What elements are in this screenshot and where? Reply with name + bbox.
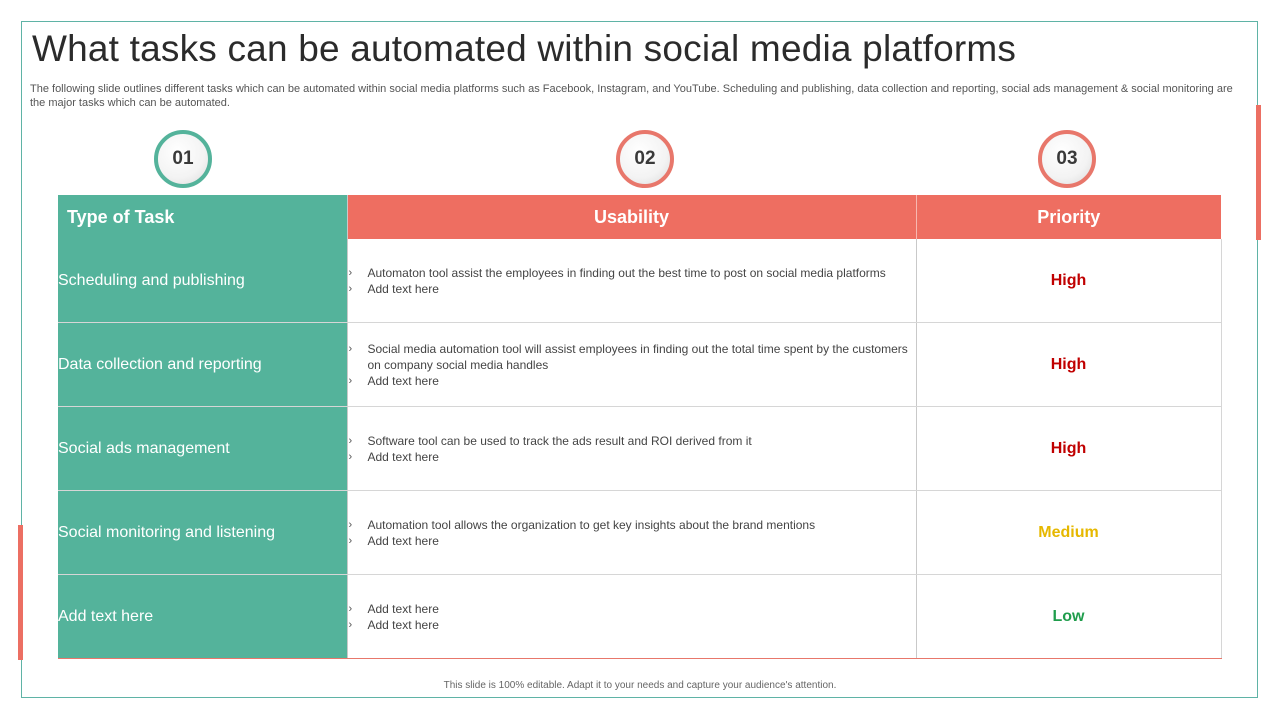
usability-list	[348, 517, 916, 549]
priority-cell: Low	[916, 575, 1221, 659]
list-item	[348, 373, 916, 389]
usability-text: Social media automation tool will assist employees in finding out the total time spent by the customers on company social media handles	[367, 341, 908, 372]
chevron-right-icon: ›	[348, 266, 353, 279]
chevron-right-icon: ›	[348, 618, 353, 631]
usability-cell	[347, 323, 916, 407]
chevron-right-icon: ›	[348, 518, 353, 531]
usability-cell	[347, 575, 916, 659]
usability-text: Automaton tool assist the employees in finding out the best time to post on social media platforms	[367, 265, 886, 280]
usability-text: Add text here	[367, 281, 439, 296]
list-item	[348, 281, 916, 297]
chevron-right-icon: ›	[348, 342, 353, 355]
task-name-cell: Social ads management	[58, 407, 347, 491]
footer-note: This slide is 100% editable. Adapt it to your needs and capture your audience's attention.	[443, 680, 837, 691]
list-item	[348, 533, 916, 549]
usability-text: Add text here	[367, 373, 439, 388]
usability-text: Add text here	[367, 601, 439, 616]
page-title: What tasks can be automated within social media platforms	[32, 28, 1017, 69]
table-row	[58, 491, 1221, 575]
task-name-cell: Data collection and reporting	[58, 323, 347, 407]
priority-cell: High	[916, 239, 1221, 323]
list-item	[348, 341, 916, 373]
accent-bar-right	[1256, 105, 1261, 240]
list-item	[348, 265, 916, 281]
usability-text: Add text here	[367, 449, 439, 464]
table-row	[58, 407, 1221, 491]
chevron-right-icon: ›	[348, 374, 353, 387]
step-badge-03: 03	[1038, 130, 1096, 188]
usability-list	[348, 601, 916, 633]
list-item	[348, 449, 916, 465]
chevron-right-icon: ›	[348, 602, 353, 615]
priority-cell: Medium	[916, 491, 1221, 575]
chevron-right-icon: ›	[348, 450, 353, 463]
usability-list	[348, 433, 916, 465]
priority-cell: High	[916, 323, 1221, 407]
usability-list	[348, 341, 916, 389]
table-row	[58, 575, 1221, 659]
task-name-cell: Social monitoring and listening	[58, 491, 347, 575]
usability-text: Automation tool allows the organization to get key insights about the brand mentions	[367, 517, 816, 532]
usability-cell	[347, 239, 916, 323]
usability-list	[348, 265, 916, 297]
chevron-right-icon: ›	[348, 434, 353, 447]
usability-cell	[347, 491, 916, 575]
usability-text: Software tool can be used to track the ads result and ROI derived from it	[367, 433, 752, 448]
list-item	[348, 617, 916, 633]
page-subtitle: The following slide outlines different tasks which can be automated within social media platforms such as Facebook, Instagram, and YouTube. Scheduling and publishing, data collection and reporting, social ads management & social monitoring are the major tasks which can be automated.	[30, 83, 1233, 109]
tasks-table	[58, 195, 1222, 659]
usability-cell	[347, 407, 916, 491]
header-type-of-task: Type of Task	[58, 195, 347, 239]
step-badge-01: 01	[154, 130, 212, 188]
chevron-right-icon: ›	[348, 282, 353, 295]
task-name-cell: Add text here	[58, 575, 347, 659]
task-name-cell: Scheduling and publishing	[58, 239, 347, 323]
table-header-row	[58, 195, 1221, 239]
list-item	[348, 433, 916, 449]
priority-cell: High	[916, 407, 1221, 491]
usability-text: Add text here	[367, 617, 439, 632]
usability-text: Add text here	[367, 533, 439, 548]
step-badge-02: 02	[616, 130, 674, 188]
table-row	[58, 323, 1221, 407]
header-priority: Priority	[916, 195, 1221, 239]
list-item	[348, 601, 916, 617]
chevron-right-icon: ›	[348, 534, 353, 547]
header-usability: Usability	[347, 195, 916, 239]
table-row	[58, 239, 1221, 323]
accent-bar-left	[18, 525, 23, 660]
list-item	[348, 517, 916, 533]
